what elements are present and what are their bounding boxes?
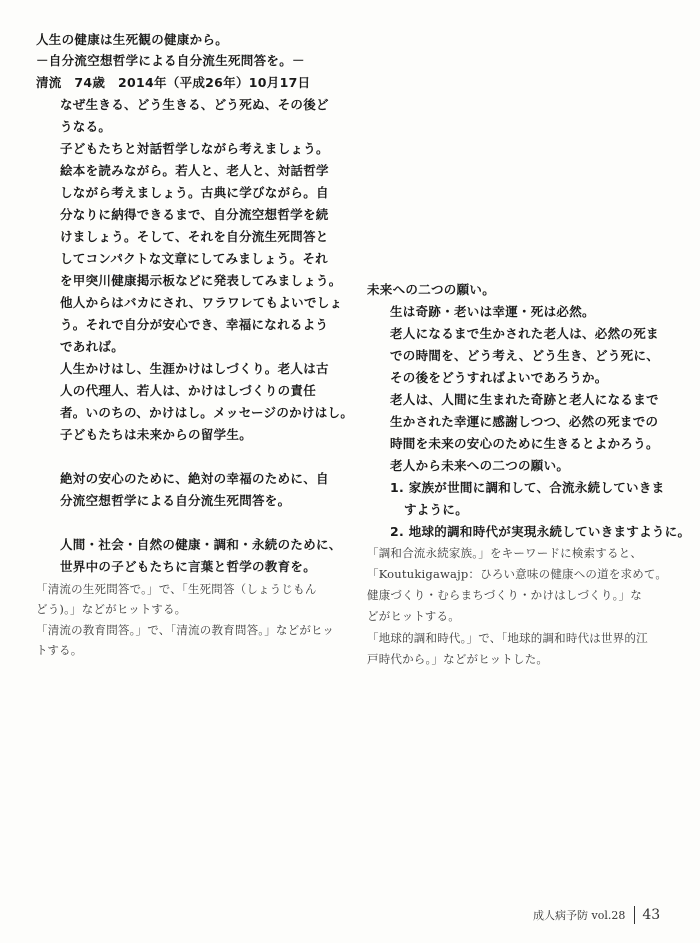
page-number: 43	[642, 907, 661, 923]
body-line: してコンパクトな文章にしてみましょう。それ	[60, 251, 328, 266]
note-line: 「地球的調和時代。」で、「地球的調和時代は世界的江	[367, 631, 648, 645]
author-line: 清流 74歳 2014年（平成26年）10月17日	[36, 75, 311, 90]
note-line: 健康づくり・むらまちづくり・かけはしづくり。」な	[367, 588, 642, 602]
body-line: での時間を、どう考え、どう生き、どう死に、	[390, 348, 660, 363]
body-line: けましょう。そして、それを自分流生死問答と	[60, 229, 329, 244]
article-title: 人生の健康は生死観の健康から。	[36, 32, 229, 47]
note-line: 「調和合流永続家族。」をキーワードに検索すると、	[367, 546, 643, 560]
body-line: 他人からはバカにされ、ワラワレてもよいでしょ	[60, 295, 343, 310]
body-line: 時間を未来の安心のために生きるとよかろう。	[390, 436, 659, 451]
note-line: 「清流の生死問答で。」で、「生死問答（しょうじもん	[36, 582, 317, 596]
body-line: を甲突川健康掲示板などに発表してみましょう。	[60, 273, 342, 288]
page-footer	[533, 906, 660, 924]
body-line: 絵本を読みながら。若人と、老人と、対話哲学	[60, 163, 329, 178]
note-line: どがヒットする。	[367, 609, 460, 623]
section-heading: 未来への二つの願い。	[367, 282, 496, 297]
note-line: 「清流の教育問答。」で、「清流の教育問答。」などがヒッ	[36, 623, 335, 637]
body-line: 子どもたちは未来からの留学生。	[60, 427, 253, 442]
list-item-continuation: すように。	[404, 502, 469, 517]
body-line: 生かされた幸運に感謝しつつ、必然の死までの	[390, 414, 659, 429]
body-line: う。それで自分が安心でき、幸福になれるよう	[60, 317, 329, 332]
body-line: 生は奇跡・老いは幸運・死は必然。	[390, 304, 595, 319]
footer-divider	[634, 906, 635, 924]
list-item: 1. 家族が世間に調和して、合流永続していきま	[390, 480, 665, 495]
body-line: その後をどうすればよいであろうか。	[390, 370, 608, 385]
body-line: 子どもたちと対話哲学しながら考えましょう。	[60, 141, 329, 156]
journal-name: 成人病予防 vol.28	[533, 909, 626, 922]
body-line: しながら考えましょう。古典に学びながら。自	[60, 185, 329, 200]
body-line: なぜ生きる、どう生きる、どう死ぬ、その後ど	[60, 97, 329, 112]
note-line: 戸時代から。」などがヒットした。	[367, 652, 549, 666]
body-line: 人の代理人、若人は、かけはしづくりの責任	[60, 383, 317, 398]
list-item: 2. 地球的調和時代が実現永続していきますように。	[390, 524, 691, 539]
body-line: 人間・社会・自然の健康・調和・永続のために、	[60, 537, 342, 552]
body-line: 世界中の子どもたちに言葉と哲学の教育を。	[60, 559, 317, 574]
note-line: どう)。」などがヒットする。	[36, 602, 187, 616]
body-line: であれば。	[60, 339, 125, 354]
body-line: 老人になるまで生かされた老人は、必然の死ま	[390, 326, 659, 341]
note-line: トする。	[36, 643, 83, 657]
body-line: 絶対の安心のために、絶対の幸福のために、自	[60, 471, 329, 486]
article-subtitle: －自分流空想哲学による自分流生死問答を。－	[36, 53, 305, 68]
body-line: 分流空想哲学による自分流生死問答を。	[60, 493, 291, 508]
body-line: 人生かけはし、生涯かけはしづくり。老人は古	[60, 361, 329, 376]
body-line: 分なりに納得できるまで、自分流空想哲学を続	[60, 207, 329, 222]
body-line: 者。いのちの、かけはし。メッセージのかけはし。	[60, 405, 354, 420]
body-line: うなる。	[60, 119, 112, 134]
note-line: 「Koutukigawajp：ひろい意味の健康への道を求めて。	[367, 567, 668, 581]
body-line: 老人は、人間に生まれた奇跡と老人になるまで	[390, 392, 659, 407]
body-line: 老人から未来への二つの願い。	[390, 458, 570, 473]
